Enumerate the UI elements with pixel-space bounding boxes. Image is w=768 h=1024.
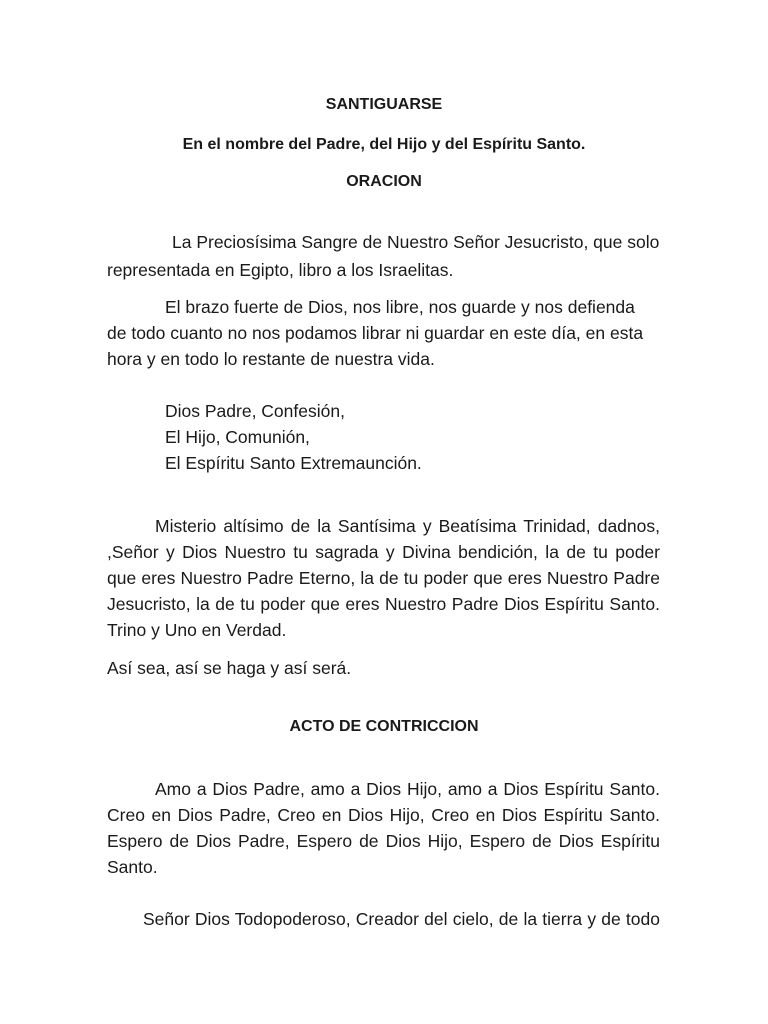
paragraph-line: Así sea, así se haga y así será. (107, 658, 352, 678)
paragraph-line: de todo cuanto no nos podamos librar ni guardar en este día, en esta (107, 323, 644, 343)
paragraph-line: Trino y Uno en Verdad. (107, 620, 287, 640)
paragraph-brazo-fuerte (107, 294, 660, 372)
heading-sign-of-cross: En el nombre del Padre, del Hijo y del Espíritu Santo. (182, 136, 586, 153)
paragraph-line: Señor Dios Todopoderoso, Creador del cielo, de la tierra y de todo (143, 909, 660, 929)
paragraph-line: El brazo fuerte de Dios, nos libre, nos guarde y nos defienda (165, 297, 635, 317)
paragraph-line: Misterio altísimo de la Santísima y Beatísima Trinidad, dadnos, (155, 516, 660, 536)
paragraph-amo-creo-espero (107, 776, 660, 880)
heading-santiguarse: SANTIGUARSE (325, 96, 443, 113)
paragraph-line: Santo. (107, 857, 158, 877)
heading-oracion: ORACION (346, 173, 422, 190)
paragraph-line: Amo a Dios Padre, amo a Dios Hijo, amo a Dios Espíritu Santo. (155, 779, 660, 799)
paragraph-line: ,Señor y Dios Nuestro tu sagrada y Divina bendición, la de tu poder (107, 542, 660, 562)
paragraph-line: representada en Egipto, libro a los Israelitas. (107, 260, 454, 280)
paragraph-line: hora y en todo lo restante de nuestra vida. (107, 349, 435, 369)
paragraph-line: La Preciosísima Sangre de Nuestro Señor Jesucristo, que solo (172, 232, 660, 252)
paragraph-preciosisima (107, 229, 660, 283)
heading-acto-de-contriccion: ACTO DE CONTRICCION (289, 718, 479, 735)
paragraph-line: Espero de Dios Padre, Espero de Dios Hijo, Espero de Dios Espíritu (107, 831, 660, 851)
paragraph-line: Creo en Dios Padre, Creo en Dios Hijo, Creo en Dios Espíritu Santo. (107, 805, 660, 825)
paragraph-line: que eres Nuestro Padre Eterno, la de tu poder que eres Nuestro Padre (107, 568, 660, 588)
litany-block (165, 398, 422, 476)
litany-line: El Hijo, Comunión, (165, 427, 310, 447)
litany-line: Dios Padre, Confesión, (165, 401, 345, 421)
paragraph-asi-sea (107, 655, 660, 681)
paragraph-senor-dios (107, 906, 660, 932)
paragraph-misterio (107, 513, 660, 643)
litany-line: El Espíritu Santo Extremaunción. (165, 453, 422, 473)
paragraph-line: Jesucristo, la de tu poder que eres Nuestro Padre Dios Espíritu Santo. (107, 594, 660, 614)
